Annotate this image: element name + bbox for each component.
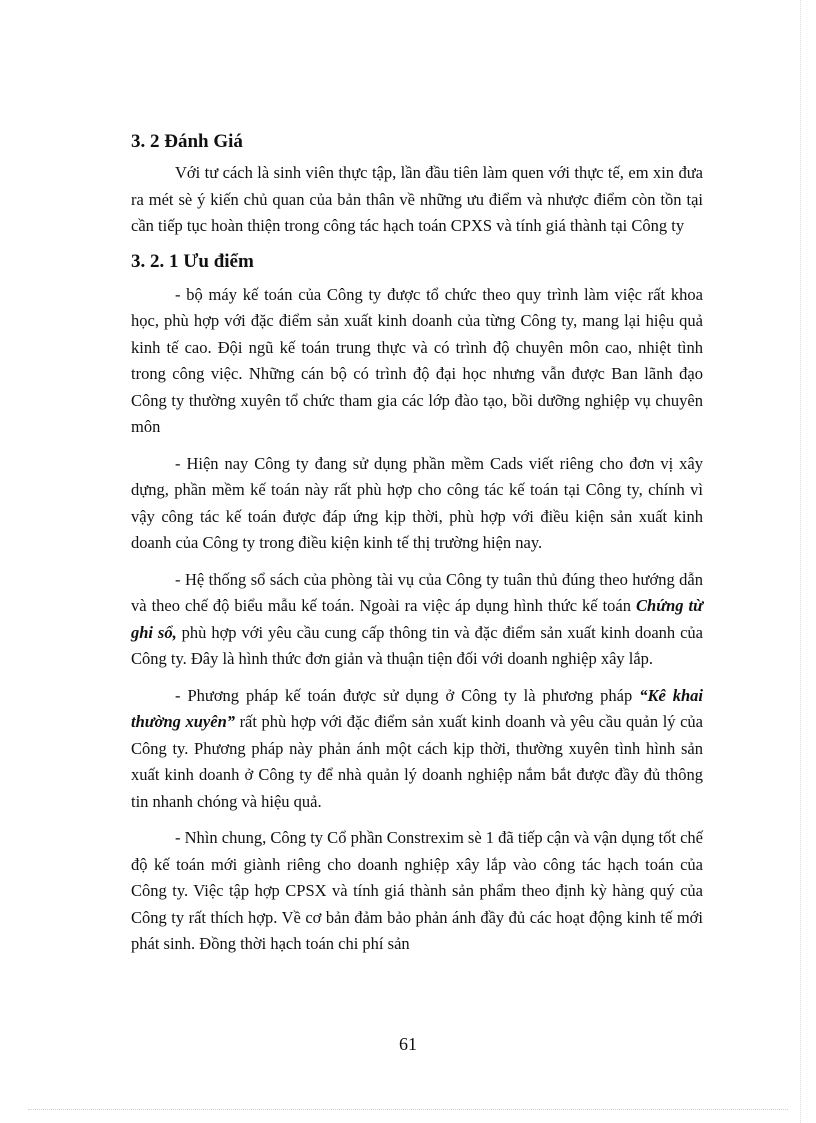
advantage-paragraph-4 [131,683,703,816]
right-dotted-rule [800,0,801,1123]
page-content [131,128,703,958]
advantage-paragraph-3 [131,567,703,673]
advantage-paragraph-2: - Hiện nay Công ty đang sử dụng phần mềm Cads viết riêng cho đơn vị xây dựng, phần mềm kế toán này rất phù hợp cho công tác kế toán tại Công ty, chính vì vậy công tác kế toán được đáp ứng kịp thời, phù hợp với điều kiện sản xuất kinh doanh của Công ty trong điều kiện kinh tế thị trường hiện nay. [131,453,703,552]
page-number: 61 [399,1034,417,1054]
intro-paragraph: Với tư cách là sinh viên thực tập, lần đầu tiên làm quen với thực tế, em xin đưa ra mét sè ý kiến chủ quan của bản thân về những ưu điểm và nhược điểm còn tồn tại cần tiếp tục hoàn thiện trong công tác hạch toán CPXS và tính giá thành tại Công ty [131,163,703,235]
para4-text-end: rất phù hợp với đặc điểm sản xuất kinh doanh và yêu cầu quản lý của Công ty. Phương pháp này phản ánh một cách kịp thời, thường xuyên tình hình sản xuất kinh doanh ở Công ty để nhà quản lý doanh nghiệp nắm bắt được đầy đủ thông tin nhanh chóng và hiệu quả. [131,712,703,811]
section-heading-3-2: 3. 2 Đánh Giá [131,131,243,152]
para3-text-end: phù hợp với yêu cầu cung cấp thông tin và đặc điểm sản xuất kinh doanh của Công ty. Đây là hình thức đơn giản và thuận tiện đối với doanh nghiệp xây lắp. [131,622,703,668]
para4-emphasis: “Kê khai thường xuyên” [131,685,704,731]
section-heading-3-2-1: 3. 2. 1 Ưu điểm [131,250,254,272]
bottom-dotted-rule [28,1109,788,1110]
advantage-paragraph-5: - Nhìn chung, Công ty Cổ phần Constrexim sè 1 đã tiếp cận và vận dụng tốt chế độ kế toán mới giành riêng cho doanh nghiệp xây lắp vào công tác hạch toán của Công ty. Việc tập hợp CPSX và tính giá thành sản phẩm theo định kỳ hàng quý của Công ty rất thích hợp. Về cơ bản đảm bảo phản ánh đầy đủ các hoạt động kinh tế mới phát sinh. Đồng thời hạch toán chi phí sản [131,828,703,953]
para3-text-start: - Hệ thống sổ sách của phòng tài vụ của Công ty tuân thủ đúng theo hướng dẫn và theo chế độ biểu mẫu kế toán. Ngoài ra việc áp dụng hình thức kế toán [131,569,703,615]
para4-text-start: - Phương pháp kế toán được sử dụng ở Công ty là phương pháp [175,685,640,705]
advantage-paragraph-1: - bộ máy kế toán của Công ty được tổ chức theo quy trình làm việc rất khoa học, phù hợp với đặc điểm sản xuất kinh doanh của từng Công ty, mang lại hiệu quả kinh tế cao. Đội ngũ kế toán trung thực và có trình độ chuyên môn cao, nhiệt tình trong công việc. Những cán bộ có trình độ đại học nhưng vẫn được Ban lãnh đạo Công ty thường xuyên tổ chức tham gia các lớp đào tạo, bồi dưỡng nghiệp vụ chuyên môn [131,284,703,436]
para3-emphasis: Chứng từ ghi sổ, [131,596,703,642]
